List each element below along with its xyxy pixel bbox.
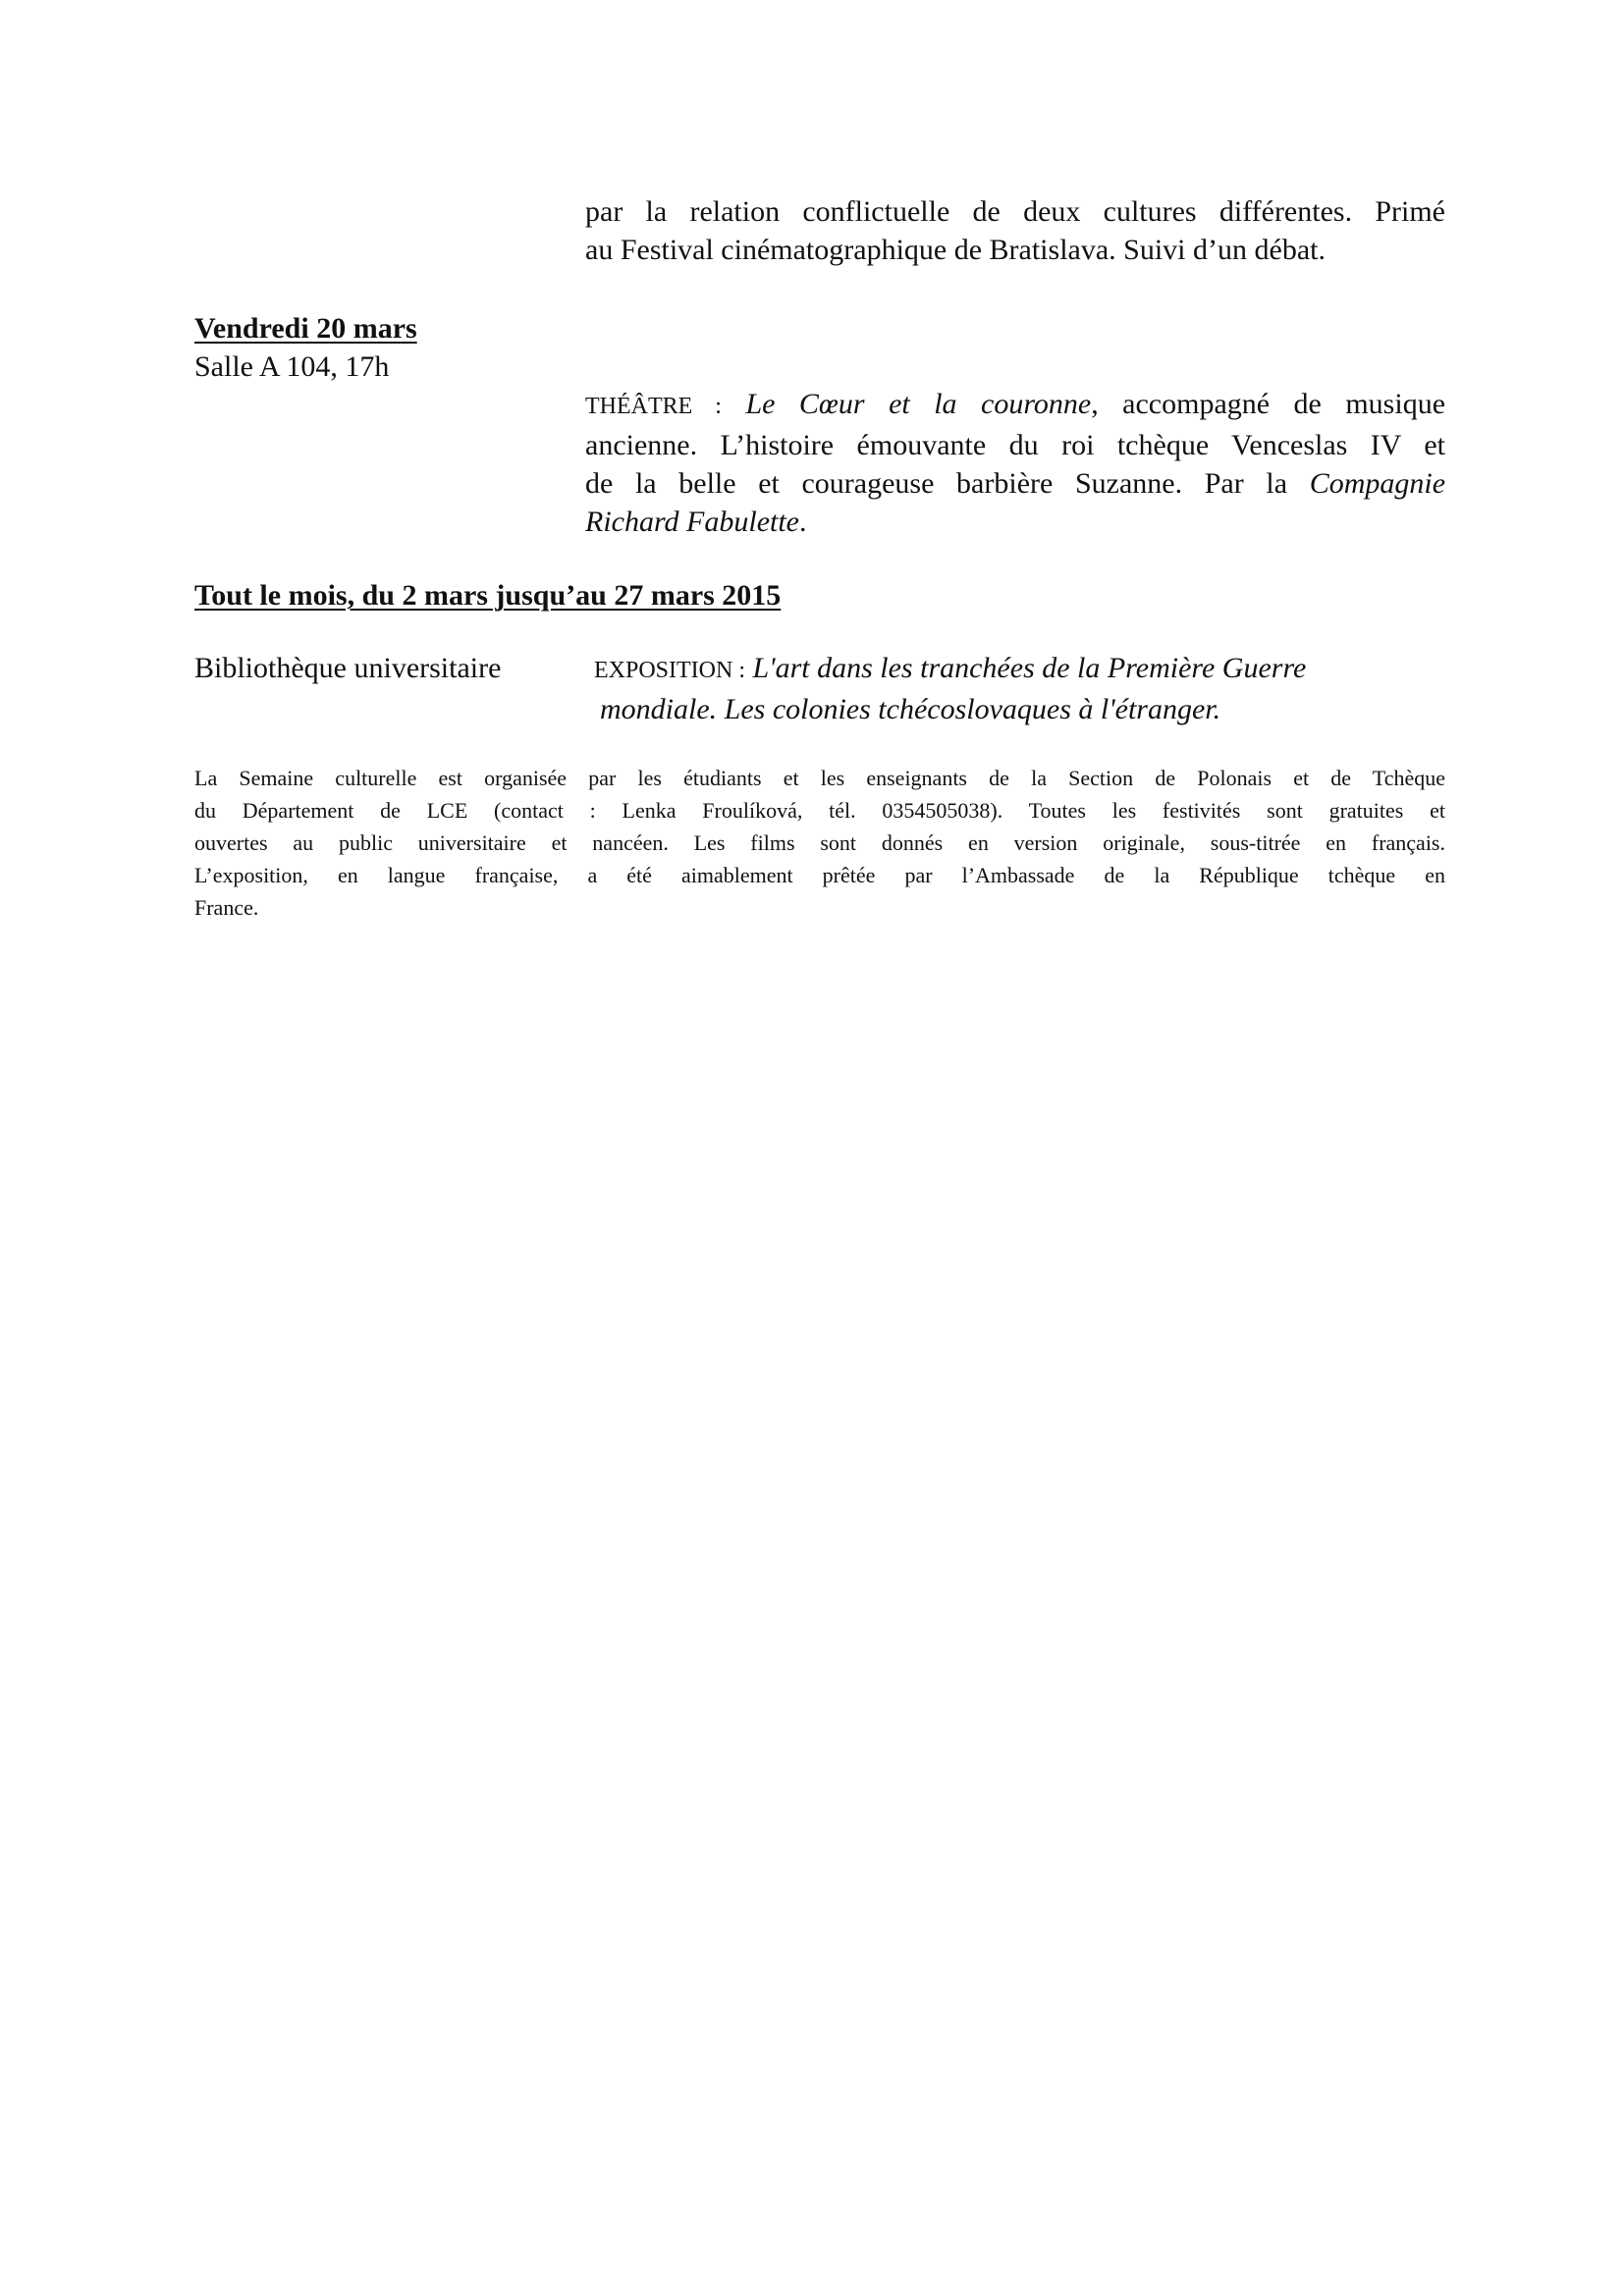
event-date-heading: Vendredi 20 mars <box>194 312 417 345</box>
footer-note <box>194 762 1445 924</box>
intro-paragraph <box>585 192 1445 269</box>
company-name-cont: Richard Fabulette <box>585 506 799 538</box>
event-location: Salle A 104, 17h <box>194 350 390 383</box>
description-line <box>594 649 1448 690</box>
month-date-heading: Tout le mois, du 2 mars jusqu’au 27 mars 2015 <box>194 579 782 612</box>
exhibition-title: L'art dans les tranchées de la Première Guerre <box>752 652 1307 684</box>
description-line: Richard Fabulette. <box>585 506 807 538</box>
footer-line: L’exposition, en langue française, a été aimablement prêtée par l’Ambassade de la République tchèque en <box>194 863 1445 887</box>
description-line <box>594 690 1448 728</box>
intro-line: au Festival cinématographique de Bratislava. Suivi d’un débat. <box>585 234 1326 266</box>
footer-line: France. <box>194 895 259 920</box>
event-title: Le Cœur et la couronne <box>745 388 1092 420</box>
footer-line: La Semaine culturelle est organisée par les étudiants et les enseignants de la Section de Polonais et de Tchèque <box>194 766 1445 790</box>
footer-line: du Département de LCE (contact : Lenka Froulíková, tél. 0354505038). Toutes les festivités sont gratuites et <box>194 798 1445 823</box>
footer-line: ouvertes au public universitaire et nancéen. Les films sont donnés en version originale, sous-titrée en français. <box>194 830 1445 855</box>
event-description <box>585 385 1445 541</box>
event-category: EXPOSITION : <box>594 658 745 683</box>
month-location: Bibliothèque universitaire <box>194 652 502 684</box>
description-line: de la belle et courageuse barbière Suzanne. Par la Compagnie <box>585 467 1446 500</box>
intro-line: par la relation conflictuelle de deux cultures différentes. Primé <box>585 195 1445 228</box>
event-category: THÉÂTRE : <box>585 394 722 419</box>
description-line: ancienne. L’histoire émouvante du roi tchèque Venceslas IV et <box>585 429 1445 461</box>
company-name: Compagnie <box>1309 467 1446 500</box>
exhibition-description <box>594 649 1448 728</box>
description-line: THÉÂTRE : Le Cœur et la couronne, accompagné de musique <box>585 388 1446 420</box>
exhibition-title-cont: mondiale. Les colonies tchécoslovaques à l'étranger. <box>600 693 1221 725</box>
